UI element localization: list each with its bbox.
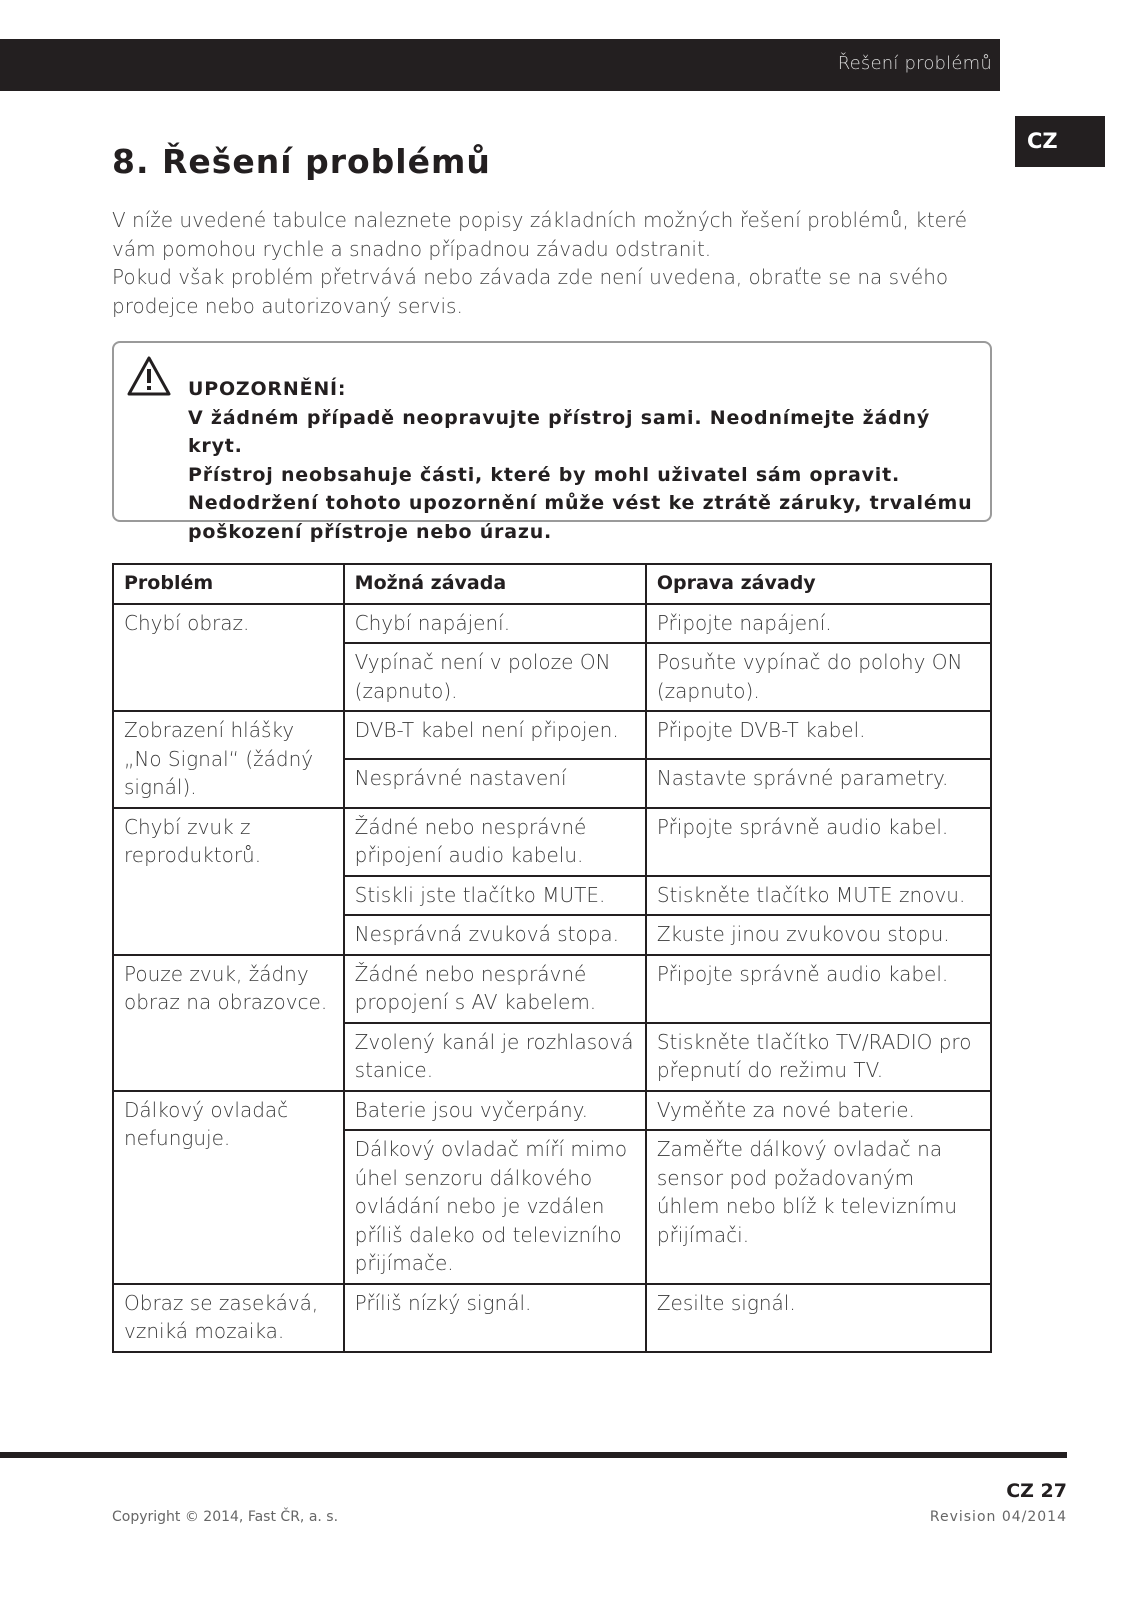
cause-cell: Žádné nebo nesprávné propojení s AV kabelem.: [344, 955, 646, 1023]
cause-cell: Baterie jsou vyčerpány.: [344, 1091, 646, 1131]
fix-cell: Připojte správně audio kabel.: [646, 955, 991, 1023]
fix-cell: Zkuste jinou zvukovou stopu.: [646, 915, 991, 955]
cause-cell: Stiskli jste tlačítko MUTE.: [344, 876, 646, 916]
cause-cell: Zvolený kanál je rozhlasová stanice.: [344, 1023, 646, 1091]
problem-cell: Chybí zvuk z reproduktorů.: [113, 808, 344, 955]
cause-cell: Chybí napájení.: [344, 604, 646, 644]
section-title: Řešení problémů: [837, 53, 992, 74]
language-tab: CZ: [1015, 116, 1105, 167]
table-header-row: [113, 564, 991, 604]
cause-cell: Dálkový ovladač míří mimo úhel senzoru dálkového ovládání nebo je vzdálen příliš daleko od televizního přijímače.: [344, 1130, 646, 1284]
cause-cell: Nesprávná zvuková stopa.: [344, 915, 646, 955]
fix-cell: Připojte DVB-T kabel.: [646, 711, 991, 759]
warning-line: Přístroj neobsahuje části, které by mohl uživatel sám opravit.: [188, 463, 901, 486]
fix-cell: Stiskněte tlačítko TV/RADIO pro přepnutí do režimu TV.: [646, 1023, 991, 1091]
fix-cell: Připojte napájení.: [646, 604, 991, 644]
page-number: CZ 27: [1006, 1480, 1067, 1502]
intro-paragraph: V níže uvedené tabulce naleznete popisy základních možných řešení problémů, které vám pomohou rychle a snadno případnou závadu odstranit.: [112, 208, 968, 261]
table-row: [113, 808, 991, 876]
header-bar: [0, 39, 1000, 91]
intro-text: [112, 206, 992, 320]
fix-cell: Zaměřte dálkový ovladač na sensor pod požadovaným úhlem nebo blíž k televiznímu přijímači.: [646, 1130, 991, 1284]
fix-cell: Vyměňte za nové baterie.: [646, 1091, 991, 1131]
cause-cell: Příliš nízký signál.: [344, 1284, 646, 1352]
copyright: Copyright © 2014, Fast ČR, a. s.: [112, 1509, 339, 1525]
table-row: [113, 711, 991, 759]
column-header-problem: Problém: [113, 564, 344, 604]
table-row: [113, 1091, 991, 1131]
fix-cell: Posuňte vypínač do polohy ON (zapnuto).: [646, 643, 991, 711]
problem-cell: Dálkový ovladač nefunguje.: [113, 1091, 344, 1284]
cause-cell: Vypínač není v poloze ON (zapnuto).: [344, 643, 646, 711]
problem-cell: Obraz se zasekává, vzniká mozaika.: [113, 1284, 344, 1352]
problem-cell: Zobrazení hlášky „No Signal“ (žádný signál).: [113, 711, 344, 808]
warning-title: UPOZORNĚNÍ:: [188, 378, 347, 400]
warning-line: poškození přístroje nebo úrazu.: [188, 520, 553, 543]
fix-cell: Připojte správně audio kabel.: [646, 808, 991, 876]
intro-paragraph: Pokud však problém přetrvává nebo závada zde není uvedena, obraťte se na svého prodejce nebo autorizovaný servis.: [112, 265, 949, 318]
footer-rule: [0, 1452, 1067, 1458]
warning-triangle-icon: [126, 355, 172, 397]
troubleshooting-table: [112, 563, 992, 1353]
fix-cell: Zesilte signál.: [646, 1284, 991, 1352]
column-header-cause: Možná závada: [344, 564, 646, 604]
fix-cell: Stiskněte tlačítko MUTE znovu.: [646, 876, 991, 916]
revision: Revision 04/2014: [929, 1509, 1067, 1525]
table-row: [113, 955, 991, 1023]
warning-line: V žádném případě neopravujte přístroj sami. Neodnímejte žádný kryt.: [188, 406, 931, 457]
cause-cell: Žádné nebo nesprávné připojení audio kabelu.: [344, 808, 646, 876]
problem-cell: Pouze zvuk, žádny obraz na obrazovce.: [113, 955, 344, 1091]
problem-cell: Chybí obraz.: [113, 604, 344, 712]
fix-cell: Nastavte správné parametry.: [646, 759, 991, 807]
cause-cell: DVB-T kabel není připojen.: [344, 711, 646, 759]
warning-box: [112, 341, 992, 543]
page-title: 8. Řešení problémů: [112, 142, 491, 181]
table-row: [113, 1284, 991, 1352]
cause-cell: Nesprávné nastavení: [344, 759, 646, 807]
warning-line: Nedodržení tohoto upozornění může vést ke ztrátě záruky, trvalému: [188, 492, 973, 514]
table-row: [113, 604, 991, 644]
column-header-fix: Oprava závady: [646, 564, 991, 604]
